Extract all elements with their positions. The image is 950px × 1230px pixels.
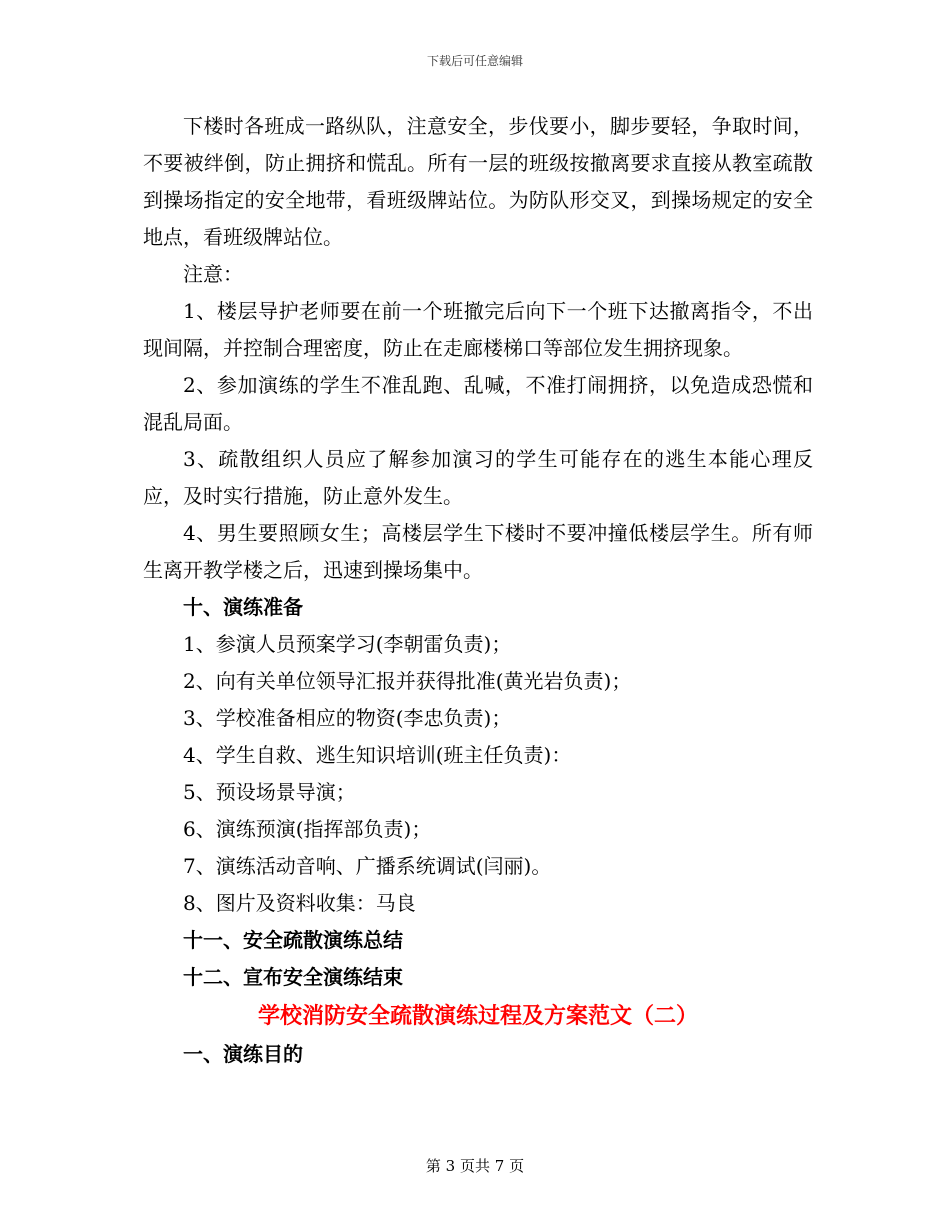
prep-item: 2、向有关单位领导汇报并获得批准(黄光岩负责)； bbox=[183, 669, 632, 693]
prep-item: 5、预设场景导演； bbox=[183, 780, 356, 804]
paragraph-notice-label: 注意： bbox=[183, 262, 243, 286]
section-heading-1: 一、演练目的 bbox=[183, 1042, 303, 1066]
prep-item: 4、学生自救、逃生知识培训(班主任负责)： bbox=[183, 743, 572, 767]
document-body bbox=[143, 108, 813, 1073]
document-title: 学校消防安全疏散演练过程及方案范文（二） bbox=[257, 1003, 698, 1029]
prep-item: 8、图片及资料收集：马良 bbox=[183, 891, 416, 915]
note-item: 1、楼层导护老师要在前一个班撤完后向下一个班下达撤离指令，不出现间隔，并控制合理密度，防止在走廊楼梯口等部位发生拥挤现象。 bbox=[143, 299, 813, 360]
page-header-note: 下载后可任意编辑 bbox=[426, 54, 523, 68]
prep-item: 6、演练预演(指挥部负责)； bbox=[183, 817, 432, 841]
prep-item: 1、参演人员预案学习(李朝雷负责)； bbox=[183, 632, 512, 656]
note-item: 4、男生要照顾女生；高楼层学生下楼时不要冲撞低楼层学生。所有师生离开教学楼之后，迅速到操场集中。 bbox=[143, 521, 813, 582]
section-heading-12: 十二、宣布安全演练结束 bbox=[183, 965, 403, 989]
note-item: 3、疏散组织人员应了解参加演习的学生可能存在的逃生本能心理反应，及时实行措施，防止意外发生。 bbox=[143, 447, 813, 508]
prep-item: 3、学校准备相应的物资(李忠负责)； bbox=[183, 706, 512, 730]
paragraph-evacuation: 下楼时各班成一路纵队，注意安全，步伐要小，脚步要轻，争取时间，不要被绊倒，防止拥挤和慌乱。所有一层的班级按撤离要求直接从教室疏散到操场指定的安全地带，看班级牌站位。为防队形交叉，到操场规定的安全地点，看班级牌站位。 bbox=[143, 114, 813, 249]
section-heading-10: 十、演练准备 bbox=[183, 595, 303, 619]
prep-item: 7、演练活动音响、广播系统调试(闫丽)。 bbox=[183, 854, 552, 878]
page-footer-number: 第 3 页共 7 页 bbox=[425, 1157, 525, 1175]
note-item: 2、参加演练的学生不准乱跑、乱喊，不准打闹拥挤，以免造成恐慌和混乱局面。 bbox=[143, 373, 813, 434]
section-heading-11: 十一、安全疏散演练总结 bbox=[183, 928, 403, 952]
